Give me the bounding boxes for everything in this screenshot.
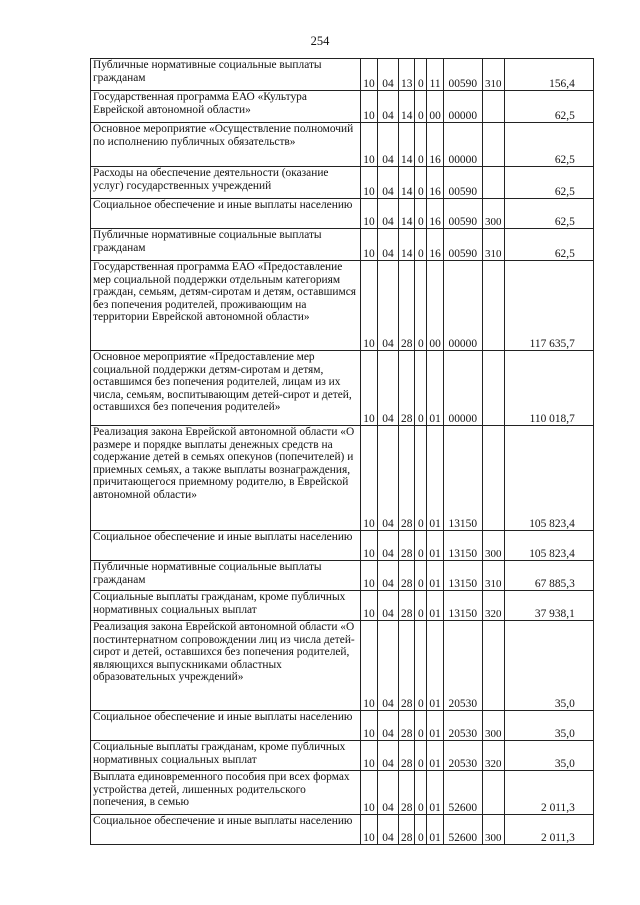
budget-table	[90, 58, 594, 845]
row-name: Социальные выплаты гражданам, кроме публичных нормативных социальных выплат	[91, 741, 361, 771]
row-amount: 35,0	[504, 621, 593, 711]
row-subsection: 04	[378, 621, 399, 711]
row-measure: 01	[427, 531, 443, 561]
row-direction: 13150	[443, 426, 482, 531]
row-name: Публичные нормативные социальные выплаты гражданам	[91, 229, 361, 261]
row-measure: 01	[427, 621, 443, 711]
table-row	[91, 426, 594, 531]
row-section: 10	[361, 561, 378, 591]
row-section: 10	[361, 711, 378, 741]
row-amount: 105 823,4	[504, 531, 593, 561]
row-subprogram: 0	[415, 199, 427, 229]
row-name: Основное мероприятие «Осуществление полномочий по исполнению публичных обязательств»	[91, 123, 361, 167]
row-program: 28	[399, 621, 415, 711]
row-subprogram: 0	[415, 426, 427, 531]
row-section: 10	[361, 426, 378, 531]
row-direction: 00590	[443, 229, 482, 261]
row-subsection: 04	[378, 591, 399, 621]
row-direction: 00000	[443, 91, 482, 123]
row-expense-type	[482, 91, 504, 123]
row-direction: 00000	[443, 261, 482, 351]
row-name: Реализация закона Еврейской автономной области «О размере и порядке выплаты денежных средств на содержание детей в семьях опекунов (попечителей) и приемных семьях, а также выплаты вознаграждения, причитающегося приемному родителю, в Еврейской автономной области»	[91, 426, 361, 531]
row-amount: 37 938,1	[504, 591, 593, 621]
row-program: 28	[399, 531, 415, 561]
row-subsection: 04	[378, 199, 399, 229]
table-row	[91, 167, 594, 199]
row-name: Публичные нормативные социальные выплаты гражданам	[91, 59, 361, 91]
row-program: 14	[399, 229, 415, 261]
row-subprogram: 0	[415, 167, 427, 199]
row-subprogram: 0	[415, 531, 427, 561]
row-measure: 01	[427, 426, 443, 531]
row-name: Государственная программа ЕАО «Культура Еврейской автономной области»	[91, 91, 361, 123]
table-row	[91, 771, 594, 815]
row-program: 28	[399, 741, 415, 771]
table-row	[91, 123, 594, 167]
row-measure: 00	[427, 261, 443, 351]
row-name: Публичные нормативные социальные выплаты гражданам	[91, 561, 361, 591]
row-expense-type	[482, 351, 504, 426]
row-measure: 00	[427, 91, 443, 123]
row-subsection: 04	[378, 771, 399, 815]
row-direction: 20530	[443, 741, 482, 771]
row-subprogram: 0	[415, 771, 427, 815]
row-direction: 20530	[443, 711, 482, 741]
row-expense-type: 310	[482, 229, 504, 261]
row-program: 14	[399, 199, 415, 229]
row-expense-type: 300	[482, 199, 504, 229]
row-program: 28	[399, 561, 415, 591]
row-expense-type: 320	[482, 741, 504, 771]
row-amount: 105 823,4	[504, 426, 593, 531]
row-measure: 11	[427, 59, 443, 91]
row-section: 10	[361, 261, 378, 351]
row-direction: 52600	[443, 771, 482, 815]
table-row	[91, 561, 594, 591]
row-program: 28	[399, 351, 415, 426]
row-measure: 16	[427, 123, 443, 167]
row-direction: 52600	[443, 815, 482, 845]
row-name: Социальное обеспечение и иные выплаты населению	[91, 199, 361, 229]
row-direction: 13150	[443, 531, 482, 561]
row-direction: 00000	[443, 123, 482, 167]
row-subsection: 04	[378, 815, 399, 845]
row-subsection: 04	[378, 59, 399, 91]
row-subsection: 04	[378, 561, 399, 591]
table-row	[91, 229, 594, 261]
row-section: 10	[361, 741, 378, 771]
row-amount: 67 885,3	[504, 561, 593, 591]
row-program: 28	[399, 261, 415, 351]
row-expense-type	[482, 621, 504, 711]
row-expense-type	[482, 771, 504, 815]
row-amount: 110 018,7	[504, 351, 593, 426]
row-subsection: 04	[378, 741, 399, 771]
row-measure: 01	[427, 351, 443, 426]
row-subprogram: 0	[415, 711, 427, 741]
row-subsection: 04	[378, 351, 399, 426]
row-name: Расходы на обеспечение деятельности (оказание услуг) государственных учреждений	[91, 167, 361, 199]
table-row	[91, 59, 594, 91]
row-expense-type	[482, 167, 504, 199]
row-expense-type	[482, 123, 504, 167]
row-section: 10	[361, 351, 378, 426]
row-expense-type: 300	[482, 815, 504, 845]
row-program: 28	[399, 711, 415, 741]
row-subsection: 04	[378, 426, 399, 531]
row-amount: 62,5	[504, 199, 593, 229]
row-name: Основное мероприятие «Предоставление мер социальной поддержки детям-сиротам и детям, оставшимся без попечения родителей, лицам из их числа, семьям, воспитывающим детей-сирот и детей, оставшихся без попечения родителей»	[91, 351, 361, 426]
row-section: 10	[361, 199, 378, 229]
row-program: 28	[399, 591, 415, 621]
row-amount: 2 011,3	[504, 815, 593, 845]
row-amount: 62,5	[504, 229, 593, 261]
row-subsection: 04	[378, 711, 399, 741]
row-measure: 01	[427, 711, 443, 741]
row-section: 10	[361, 167, 378, 199]
row-expense-type	[482, 426, 504, 531]
table-row	[91, 531, 594, 561]
row-amount: 2 011,3	[504, 771, 593, 815]
row-expense-type: 300	[482, 711, 504, 741]
row-name: Социальное обеспечение и иные выплаты населению	[91, 711, 361, 741]
row-subprogram: 0	[415, 621, 427, 711]
row-measure: 01	[427, 741, 443, 771]
table-row	[91, 621, 594, 711]
row-direction: 13150	[443, 591, 482, 621]
row-name: Социальные выплаты гражданам, кроме публичных нормативных социальных выплат	[91, 591, 361, 621]
row-section: 10	[361, 815, 378, 845]
row-direction: 13150	[443, 561, 482, 591]
row-name: Реализация закона Еврейской автономной области «О постинтернатном сопровождении лиц из числа детей-сирот и детей, оставшихся без попечения родителей, являющихся выпускниками областных образовательных учреждений»	[91, 621, 361, 711]
row-expense-type: 300	[482, 531, 504, 561]
row-amount: 156,4	[504, 59, 593, 91]
table-row	[91, 711, 594, 741]
row-amount: 62,5	[504, 123, 593, 167]
row-measure: 16	[427, 167, 443, 199]
row-direction: 20530	[443, 621, 482, 711]
table-row	[91, 741, 594, 771]
row-expense-type: 310	[482, 59, 504, 91]
row-section: 10	[361, 59, 378, 91]
table-row	[91, 199, 594, 229]
row-amount: 117 635,7	[504, 261, 593, 351]
table-row	[91, 591, 594, 621]
row-program: 13	[399, 59, 415, 91]
row-program: 28	[399, 426, 415, 531]
table-row	[91, 91, 594, 123]
row-amount: 62,5	[504, 91, 593, 123]
table-row	[91, 261, 594, 351]
row-measure: 16	[427, 199, 443, 229]
row-subprogram: 0	[415, 741, 427, 771]
row-amount: 35,0	[504, 711, 593, 741]
row-section: 10	[361, 771, 378, 815]
row-subprogram: 0	[415, 815, 427, 845]
row-subprogram: 0	[415, 229, 427, 261]
row-program: 28	[399, 771, 415, 815]
row-subprogram: 0	[415, 351, 427, 426]
row-subprogram: 0	[415, 91, 427, 123]
row-section: 10	[361, 91, 378, 123]
table-row	[91, 351, 594, 426]
row-program: 14	[399, 123, 415, 167]
row-direction: 00590	[443, 59, 482, 91]
row-expense-type: 310	[482, 561, 504, 591]
row-section: 10	[361, 621, 378, 711]
row-section: 10	[361, 531, 378, 561]
row-name: Социальное обеспечение и иные выплаты населению	[91, 531, 361, 561]
row-name: Социальное обеспечение и иные выплаты населению	[91, 815, 361, 845]
row-amount: 62,5	[504, 167, 593, 199]
row-program: 14	[399, 167, 415, 199]
row-section: 10	[361, 229, 378, 261]
row-subprogram: 0	[415, 123, 427, 167]
row-subprogram: 0	[415, 59, 427, 91]
row-program: 28	[399, 815, 415, 845]
row-measure: 01	[427, 591, 443, 621]
row-subsection: 04	[378, 123, 399, 167]
row-section: 10	[361, 123, 378, 167]
row-subsection: 04	[378, 91, 399, 123]
row-measure: 16	[427, 229, 443, 261]
row-subsection: 04	[378, 261, 399, 351]
row-subsection: 04	[378, 167, 399, 199]
row-amount: 35,0	[504, 741, 593, 771]
row-measure: 01	[427, 815, 443, 845]
row-subprogram: 0	[415, 591, 427, 621]
row-expense-type	[482, 261, 504, 351]
table-body	[91, 59, 594, 845]
row-program: 14	[399, 91, 415, 123]
row-subprogram: 0	[415, 561, 427, 591]
row-subsection: 04	[378, 531, 399, 561]
row-measure: 01	[427, 561, 443, 591]
page-number: 254	[310, 34, 330, 48]
row-direction: 00590	[443, 167, 482, 199]
row-expense-type: 320	[482, 591, 504, 621]
row-direction: 00590	[443, 199, 482, 229]
row-subprogram: 0	[415, 261, 427, 351]
row-measure: 01	[427, 771, 443, 815]
row-name: Государственная программа ЕАО «Предоставление мер социальной поддержки отдельным категориям граждан, семьям, детям-сиротам и детям, оставшимся без попечения родителей, проживающим на территории Еврейской автономной области»	[91, 261, 361, 351]
table-row	[91, 815, 594, 845]
row-subsection: 04	[378, 229, 399, 261]
row-direction: 00000	[443, 351, 482, 426]
row-name: Выплата единовременного пособия при всех формах устройства детей, лишенных родительского попечения, в семью	[91, 771, 361, 815]
row-section: 10	[361, 591, 378, 621]
